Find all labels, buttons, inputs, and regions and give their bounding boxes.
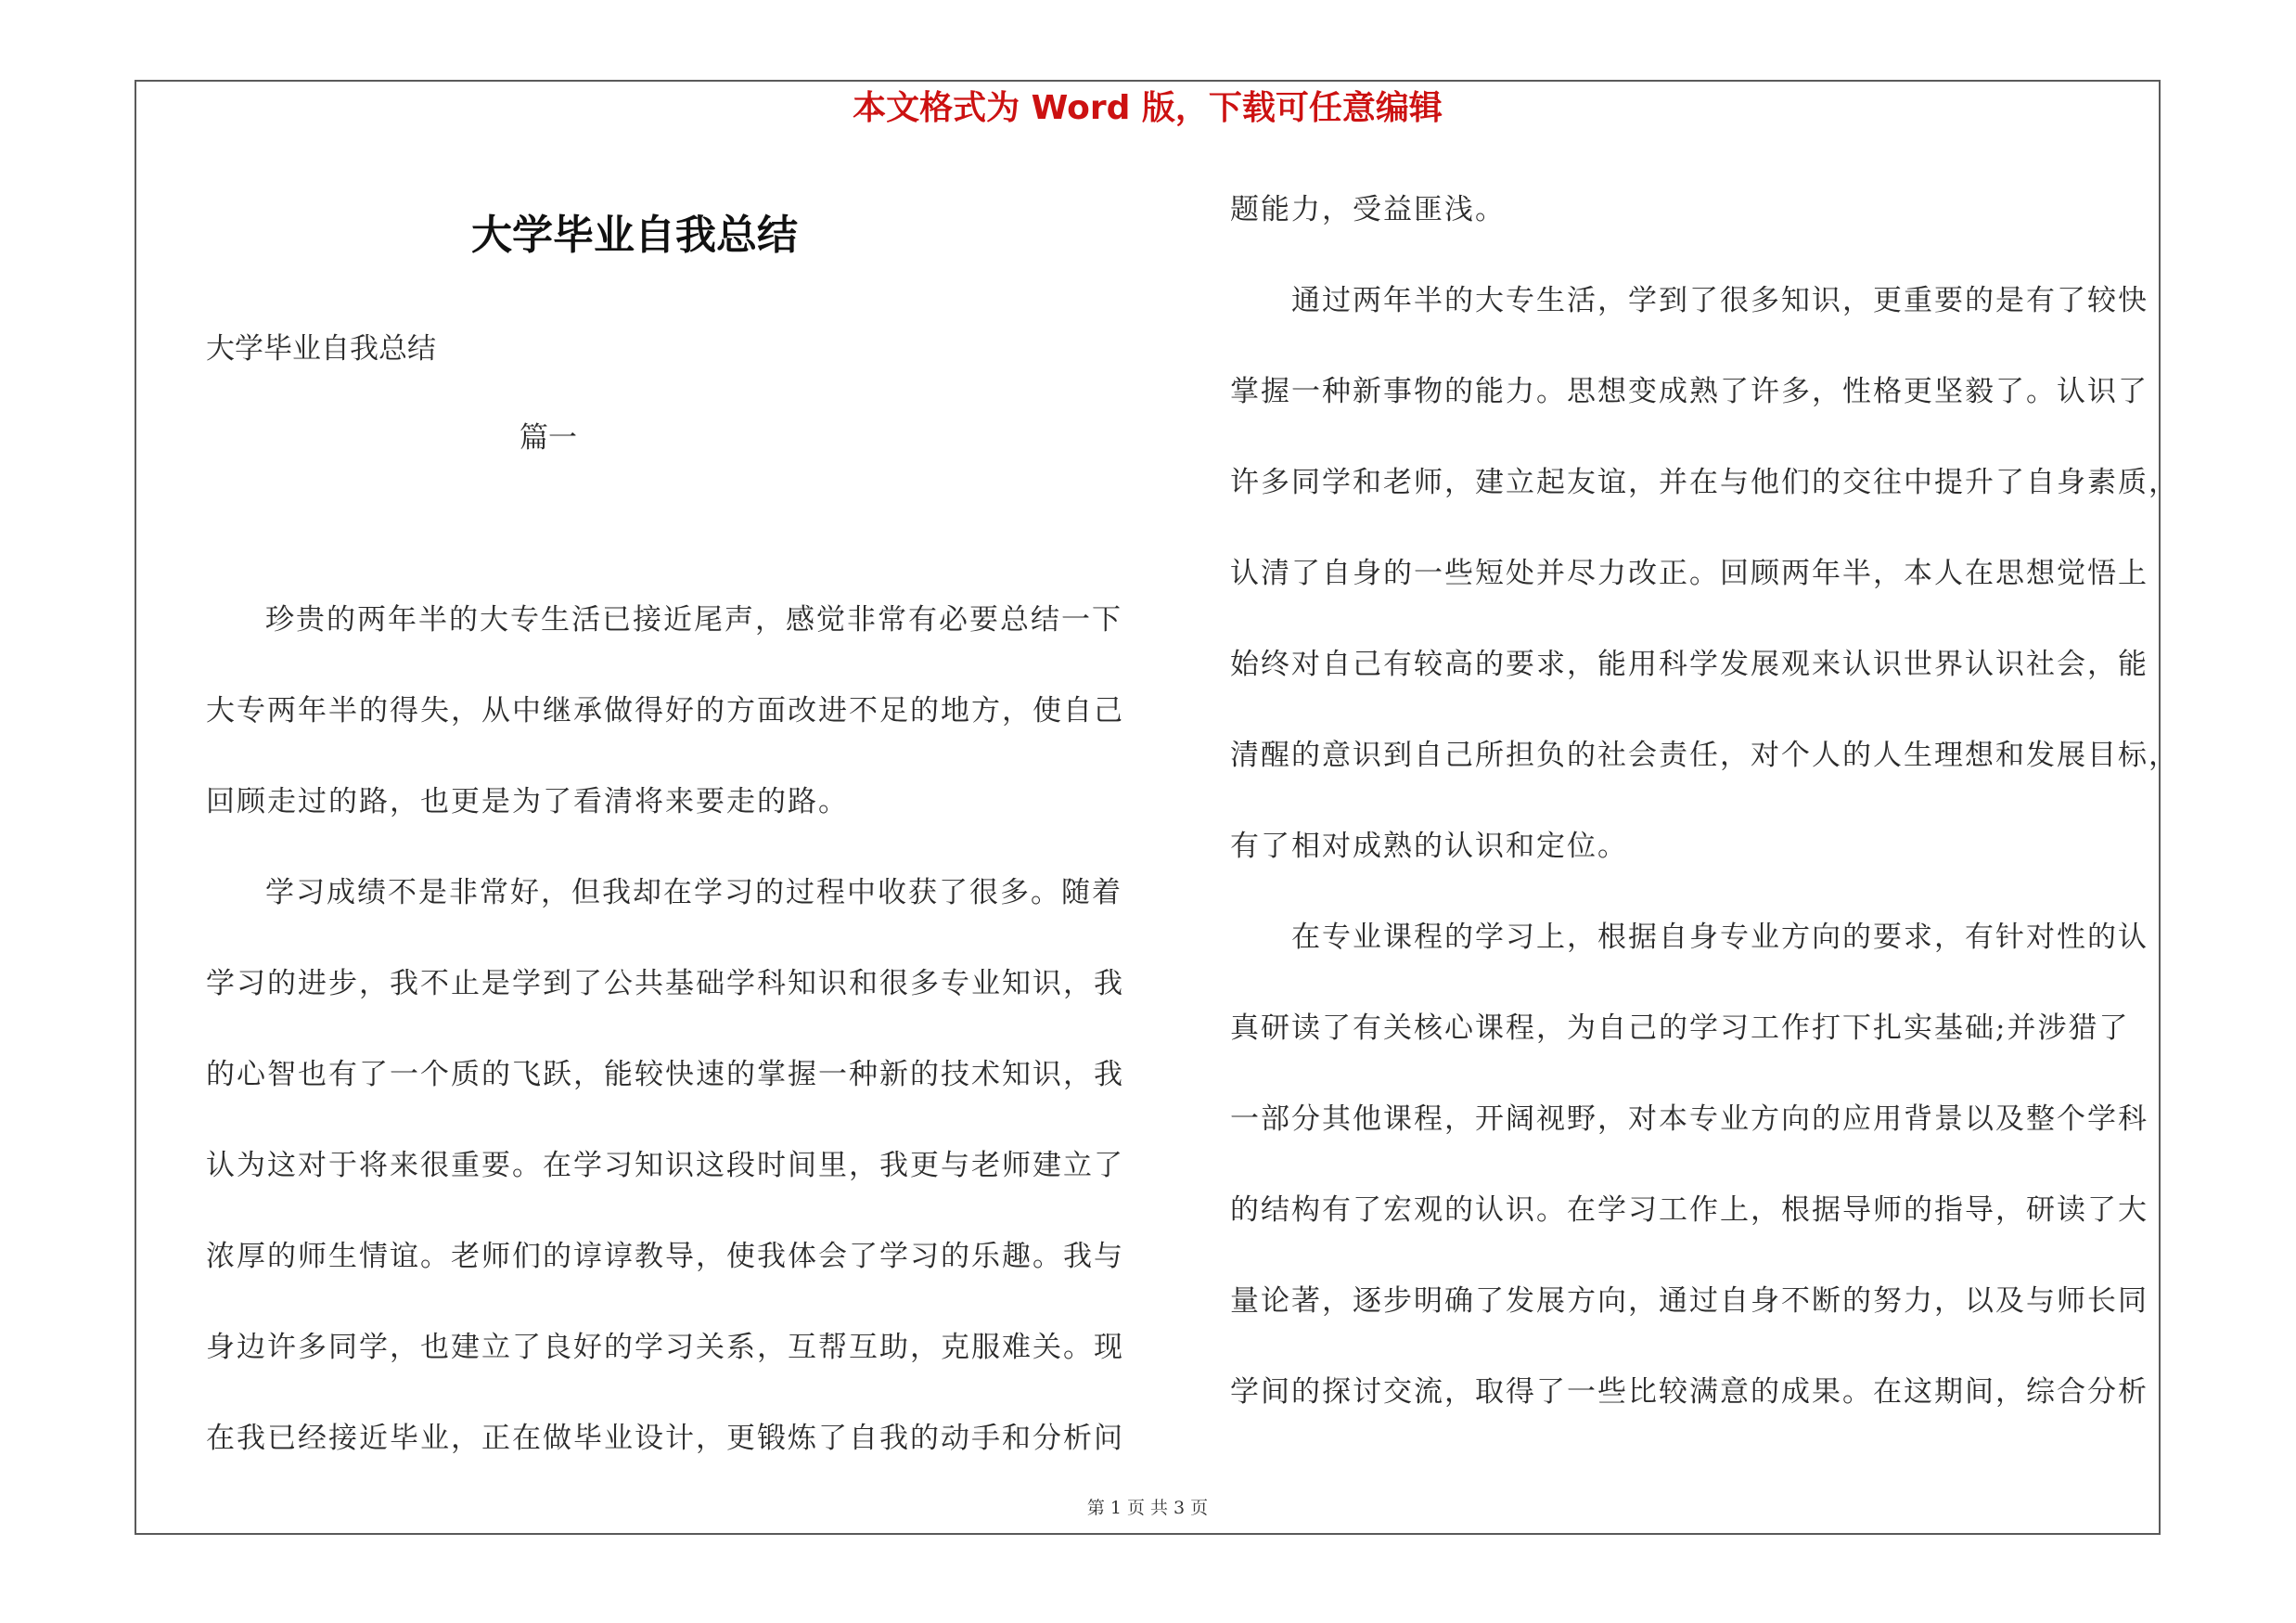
left-paragraph-line: 大专两年半的得失，从中继承做得好的方面改进不足的地方，使自己	[206, 694, 1124, 728]
right-paragraph-line: 学间的探讨交流，取得了一些比较满意的成果。在这期间，综合分析	[1230, 1375, 2148, 1409]
left-paragraph-line: 珍贵的两年半的大专生活已接近尾声，感觉非常有必要总结一下	[265, 603, 1122, 637]
right-paragraph-line: 在专业课程的学习上，根据自身专业方向的要求，有针对性的认	[1291, 921, 2148, 954]
right-paragraph-line: 认清了自身的一些短处并尽力改正。回顾两年半，本人在思想觉悟上	[1230, 557, 2148, 590]
right-paragraph-line: 通过两年半的大专生活，学到了很多知识，更重要的是有了较快	[1291, 284, 2148, 317]
right-paragraph-line: 有了相对成熟的认识和定位。	[1230, 830, 1628, 863]
right-paragraph-line: 一部分其他课程，开阔视野，对本专业方向的应用背景以及整个学科	[1230, 1102, 2148, 1136]
right-paragraph-line: 许多同学和老师，建立起友谊，并在与他们的交往中提升了自身素质，	[1230, 466, 2179, 499]
right-paragraph-line: 的结构有了宏观的认识。在学习工作上，根据导师的指导，研读了大	[1230, 1193, 2148, 1227]
document-title: 大学毕业自我总结	[471, 212, 798, 259]
left-paragraph-line: 学习的进步，我不止是学到了公共基础学科知识和很多专业知识，我	[206, 967, 1124, 1000]
right-paragraph-line: 量论著，逐步明确了发展方向，通过自身不断的努力，以及与师长同	[1230, 1284, 2148, 1318]
left-paragraph-line: 的心智也有了一个质的飞跃，能较快速的掌握一种新的技术知识，我	[206, 1058, 1124, 1091]
right-paragraph-line: 始终对自己有较高的要求，能用科学发展观来认识世界认识社会，能	[1230, 648, 2148, 681]
left-paragraph-line: 回顾走过的路，也更是为了看清将来要走的路。	[206, 785, 849, 818]
left-paragraph-line: 浓厚的师生情谊。老师们的谆谆教导，使我体会了学习的乐趣。我与	[206, 1240, 1124, 1273]
right-paragraph-line: 题能力，受益匪浅。	[1230, 193, 1506, 226]
section-label: 篇一	[519, 421, 577, 455]
left-paragraph-line: 学习成绩不是非常好，但我却在学习的过程中收获了很多。随着	[265, 876, 1122, 909]
left-paragraph-line: 认为这对于将来很重要。在学习知识这段时间里，我更与老师建立了	[206, 1149, 1124, 1182]
right-paragraph-line: 真研读了有关核心课程，为自己的学习工作打下扎实基础;并涉猎了	[1230, 1011, 2130, 1045]
left-paragraph-line: 在我已经接近毕业，正在做毕业设计，更锻炼了自我的动手和分析问	[206, 1422, 1124, 1455]
right-paragraph-line: 掌握一种新事物的能力。思想变成熟了许多，性格更坚毅了。认识了	[1230, 375, 2148, 408]
document-subtitle: 大学毕业自我总结	[206, 332, 436, 366]
right-paragraph-line: 清醒的意识到自己所担负的社会责任，对个人的人生理想和发展目标，	[1230, 739, 2179, 772]
page-number-footer: 第 1 页 共 3 页	[1086, 1498, 1209, 1518]
format-banner: 本文格式为 Word 版，下载可任意编辑	[853, 89, 1443, 127]
left-paragraph-line: 身边许多同学，也建立了良好的学习关系，互帮互助，克服难关。现	[206, 1331, 1124, 1364]
